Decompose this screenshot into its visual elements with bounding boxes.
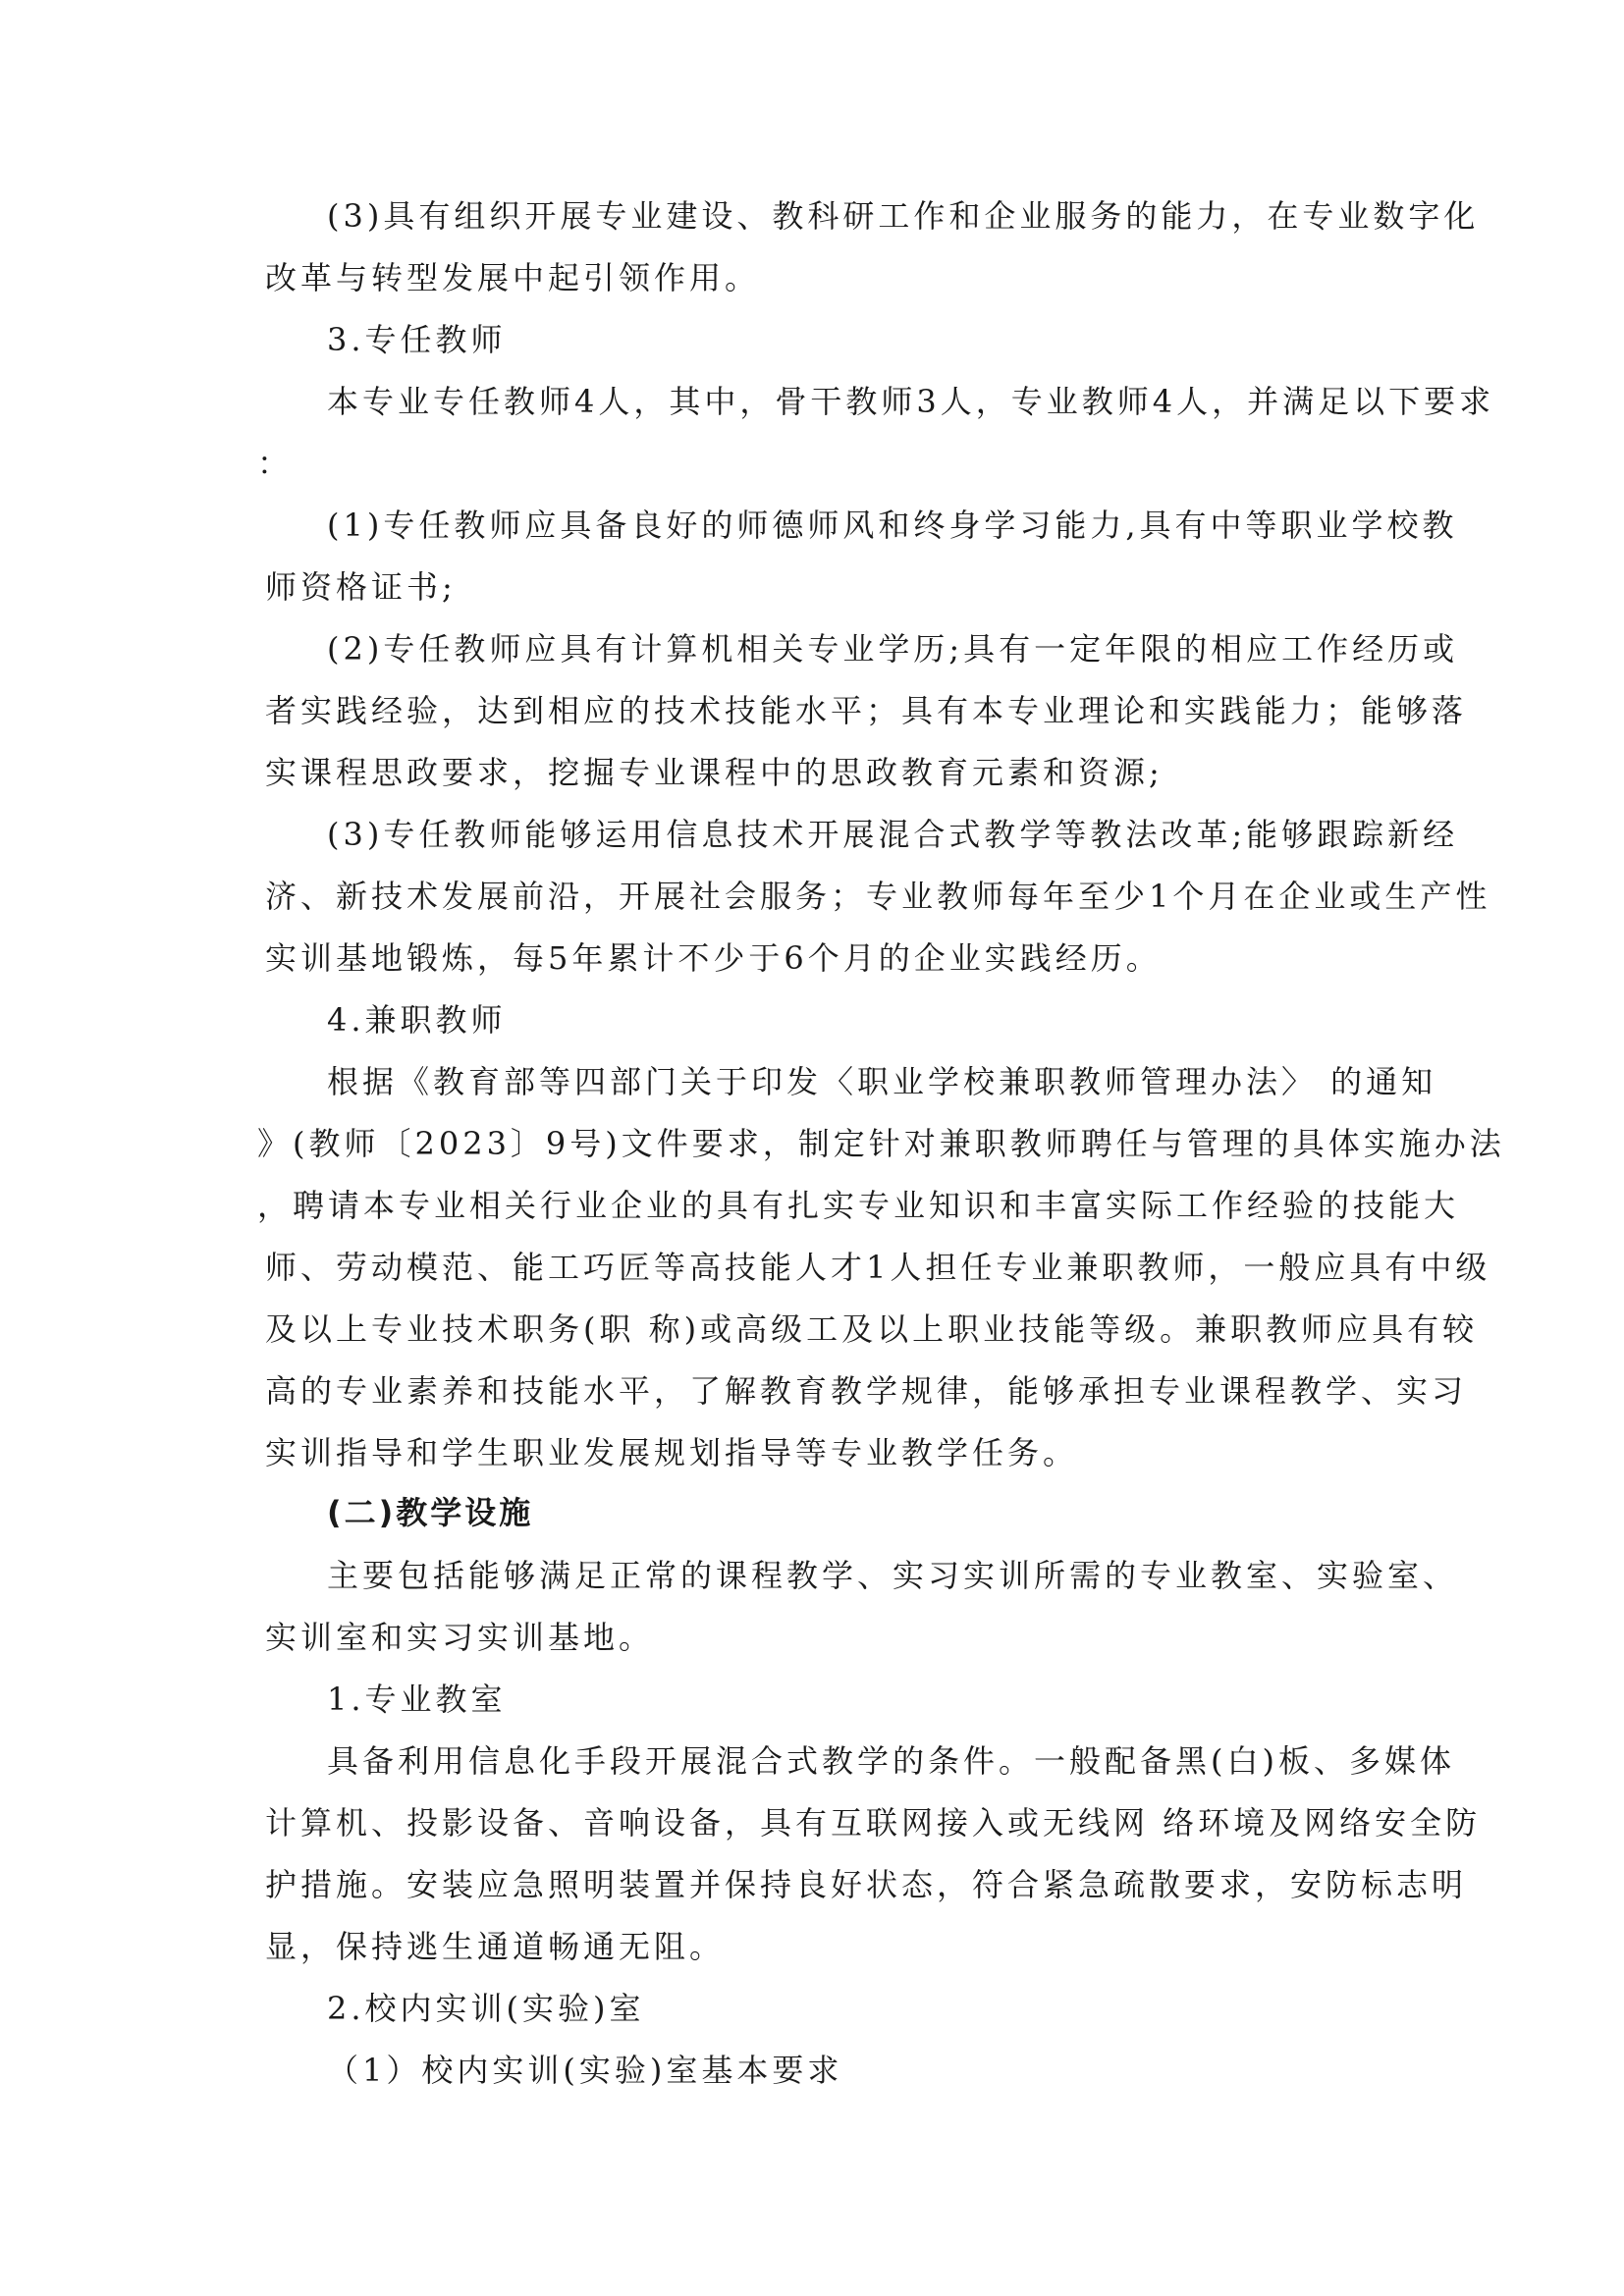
paragraph-line: 师资格证书; <box>265 568 457 606</box>
paragraph-line: 师、劳动模范、能工巧匠等高技能人才1人担任专业兼职教师，一般应具有中级 <box>265 1249 1491 1286</box>
subsection-heading: 2.校内实训(实验)室 <box>327 1990 645 2027</box>
paragraph-line: 实训基地锻炼，每5年累计不少于6个月的企业实践经历。 <box>265 939 1162 977</box>
paragraph-line: (2)专任教师应具有计算机相关专业学历;具有一定年限的相应工作经历或 <box>327 630 1459 667</box>
paragraph-line: (3)专任教师能够运用信息技术开展混合式教学等教法改革;能够跟踪新经 <box>327 816 1459 853</box>
subsection-heading: （1）校内实训(实验)室基本要求 <box>327 2052 843 2089</box>
paragraph-line: 及以上专业技术职务(职 称)或高级工及以上职业技能等级。兼职教师应具有较 <box>265 1310 1479 1348</box>
paragraph-line: 》(教师〔2023〕9号)文件要求，制定针对兼职教师聘任与管理的具体实施办法 <box>257 1125 1505 1162</box>
paragraph-line: 本专业专任教师4人，其中，骨干教师3人，专业教师4人，并满足以下要求 <box>327 383 1495 420</box>
paragraph-line: 显，保持逃生通道畅通无阻。 <box>265 1928 726 1965</box>
paragraph-line: 根据《教育部等四部门关于印发〈职业学校兼职教师管理办法〉 的通知 <box>327 1063 1437 1100</box>
paragraph-line: ，聘请本专业相关行业企业的具有扎实专业知识和丰富实际工作经验的技能大 <box>257 1187 1460 1224</box>
subsection-heading: 1.专业教室 <box>327 1681 507 1718</box>
paragraph-line: (1)专任教师应具备良好的师德师风和终身学习能力,具有中等职业学校教 <box>327 507 1458 544</box>
paragraph-line: 实训室和实习实训基地。 <box>265 1619 655 1656</box>
paragraph-line: 护措施。安装应急照明装置并保持良好状态，符合紧急疏散要求，安防标志明 <box>265 1866 1468 1903</box>
subsection-heading: 4.兼职教师 <box>327 1001 507 1039</box>
subsection-heading: 3.专任教师 <box>327 321 507 358</box>
paragraph-line: 具备利用信息化手段开展混合式教学的条件。一般配备黑(白)板、多媒体 <box>327 1742 1455 1780</box>
paragraph-line: 高的专业素养和技能水平，了解教育教学规律，能够承担专业课程教学、实习 <box>265 1372 1468 1410</box>
paragraph-line: 改革与转型发展中起引领作用。 <box>265 259 761 296</box>
paragraph-line: 济、新技术发展前沿，开展社会服务；专业教师每年至少1个月在企业或生产性 <box>265 878 1491 915</box>
paragraph-line: ： <box>257 445 294 482</box>
paragraph-line: 实课程思政要求，挖掘专业课程中的思政教育元素和资源; <box>265 754 1164 791</box>
paragraph-line: 计算机、投影设备、音响设备，具有互联网接入或无线网 络环境及网络安全防 <box>265 1804 1482 1842</box>
paragraph-line: 实训指导和学生职业发展规划指导等专业教学任务。 <box>265 1434 1079 1471</box>
paragraph-line: (3)具有组织开展专业建设、教科研工作和企业服务的能力，在专业数字化 <box>327 197 1480 235</box>
paragraph-line: 主要包括能够满足正常的课程教学、实习实训所需的专业教室、实验室、 <box>327 1557 1459 1594</box>
section-heading: (二)教学设施 <box>327 1494 534 1531</box>
paragraph-line: 者实践经验，达到相应的技术技能水平；具有本专业理论和实践能力；能够落 <box>265 692 1468 729</box>
